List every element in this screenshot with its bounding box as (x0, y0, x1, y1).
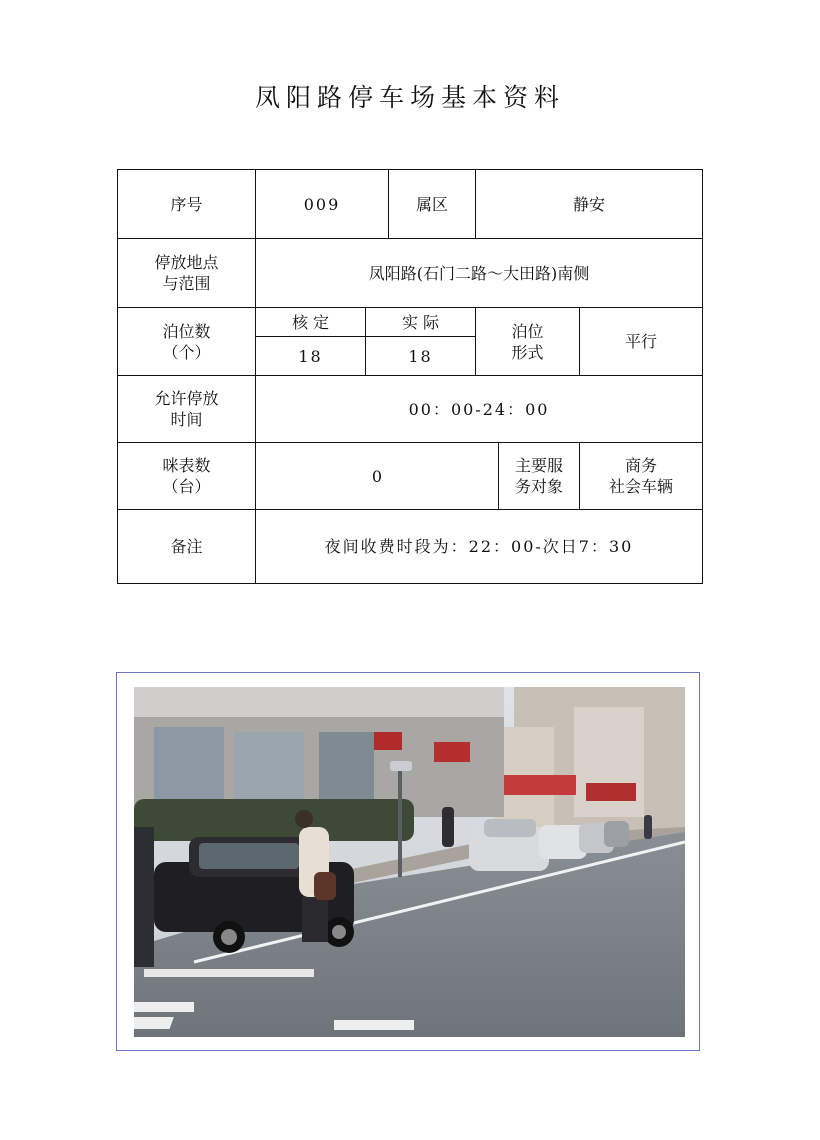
district-label: 属区 (389, 170, 476, 239)
lamp-post (398, 767, 402, 877)
meters-label (118, 443, 256, 510)
actual-label: 实 际 (366, 308, 476, 337)
meters-label-line1: 咪表数 (162, 456, 211, 475)
spaces-label (118, 308, 256, 376)
row-meters (118, 443, 703, 510)
serial-value: 009 (256, 170, 389, 239)
service-value (580, 443, 703, 510)
meters-value: 0 (256, 443, 499, 510)
district-value: 静安 (476, 170, 703, 239)
spaces-label-line2: （个） (162, 342, 211, 362)
actual-value: 18 (366, 337, 476, 376)
service-label (499, 443, 580, 510)
parking-info-table (117, 169, 703, 584)
serial-label: 序号 (118, 170, 256, 239)
location-label-line1: 停放地点 (154, 253, 219, 272)
notes-value: 夜间收费时段为：22：00-次日7：30 (256, 510, 703, 584)
hedge (134, 799, 414, 841)
person-left-edge (134, 827, 154, 967)
service-value-line1: 商务 (625, 456, 658, 475)
shop-sign (496, 775, 576, 795)
meters-label-line2: （台） (162, 477, 211, 496)
hours-value: 00：00-24：00 (256, 376, 703, 443)
page-title: 凤阳路停车场基本资料 (254, 83, 565, 112)
street-parking-photo (134, 687, 685, 1037)
service-label-line1: 主要服 (515, 456, 564, 475)
service-value-line2: 社会车辆 (609, 477, 674, 496)
service-label-line2: 务对象 (515, 477, 564, 496)
photo-frame (116, 672, 700, 1051)
notes-label: 备注 (118, 510, 256, 584)
row-notes (118, 510, 703, 584)
hours-label-line1: 允许停放 (154, 389, 219, 408)
row-spaces-top (118, 308, 703, 337)
hours-label (118, 376, 256, 443)
hours-label-line2: 时间 (170, 410, 203, 429)
approved-label: 核 定 (256, 308, 366, 337)
approved-value: 18 (256, 337, 366, 376)
form-label-line1: 泊位 (511, 321, 544, 341)
location-label (118, 239, 256, 308)
location-label-line2: 与范围 (162, 274, 211, 293)
row-hours (118, 376, 703, 443)
spaces-label-line1: 泊位数 (162, 321, 211, 341)
location-value: 凤阳路(石门二路～大田路)南侧 (256, 239, 703, 308)
row-serial (118, 170, 703, 239)
form-label (476, 308, 580, 376)
row-location (118, 239, 703, 308)
form-label-line2: 形式 (511, 342, 544, 362)
form-value: 平行 (580, 308, 703, 376)
